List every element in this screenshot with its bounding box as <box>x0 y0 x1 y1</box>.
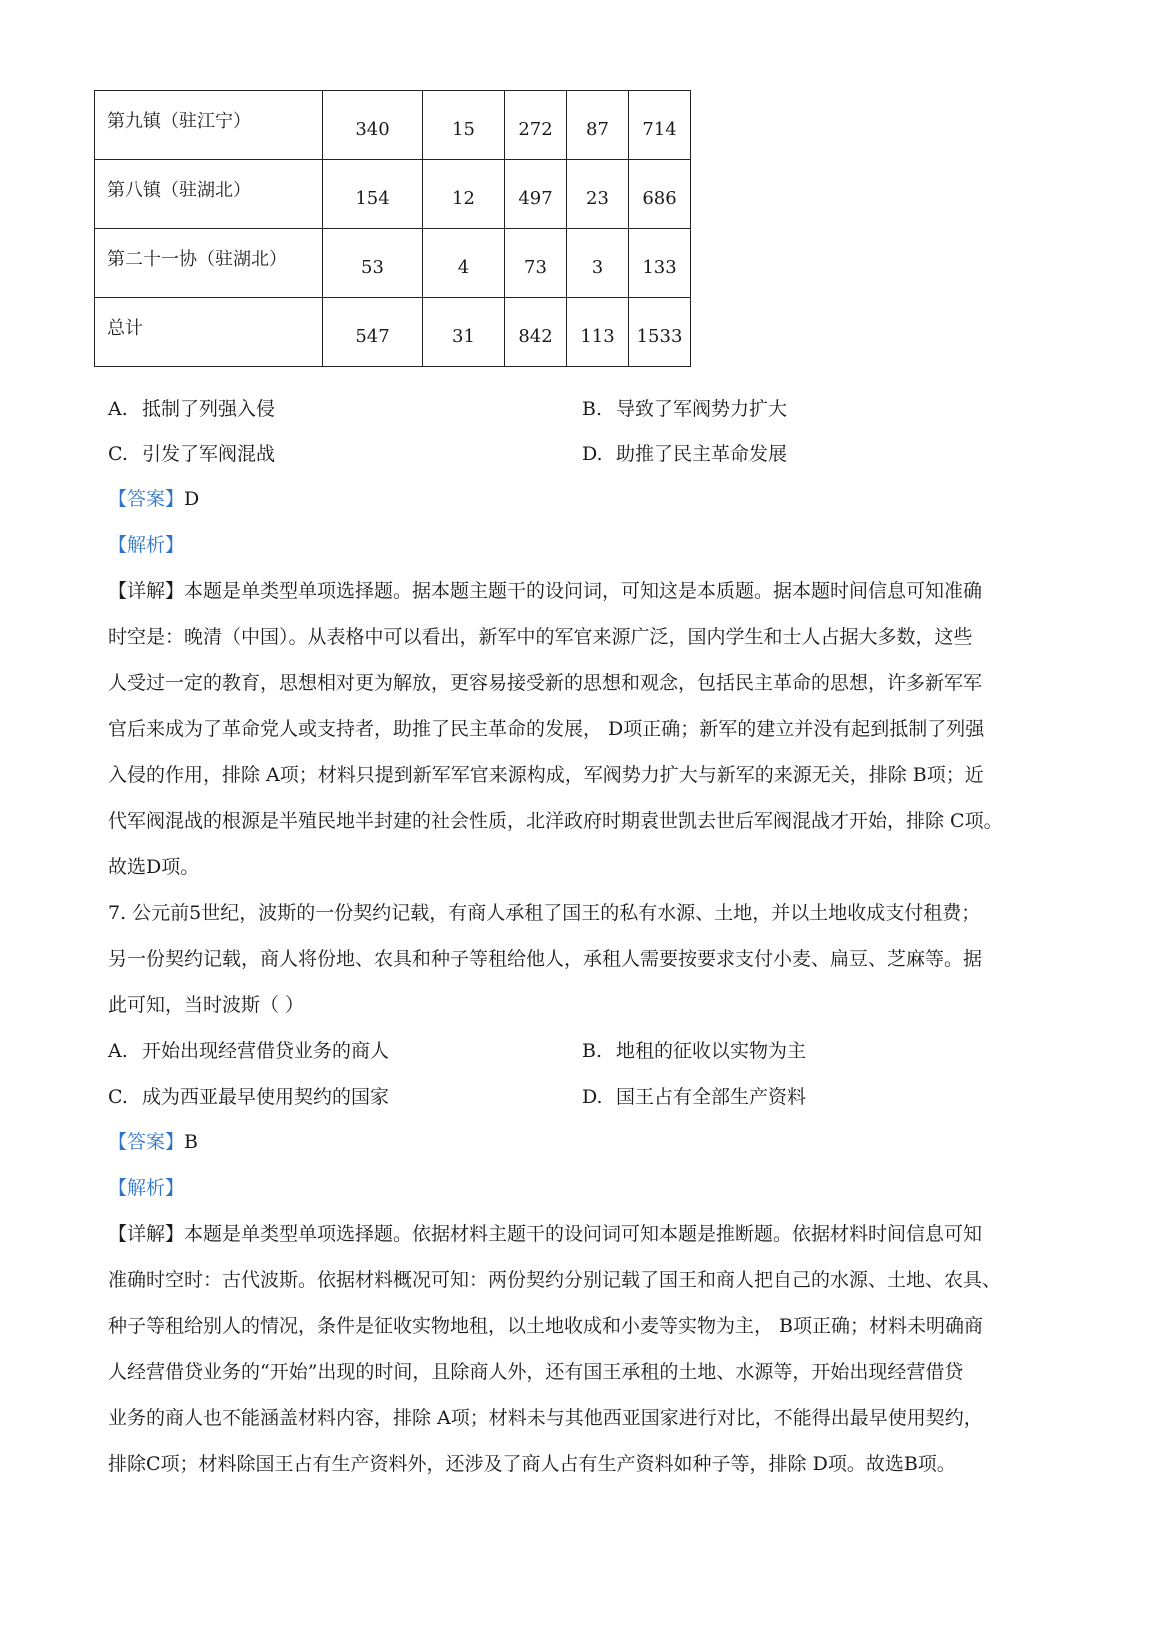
option-text: 国王占有全部生产资料 <box>616 1086 807 1108</box>
table-cell: 4 <box>423 229 505 298</box>
table-cell: 686 <box>629 160 691 229</box>
q7-option-b <box>582 1038 806 1064</box>
table-cell: 340 <box>323 91 423 160</box>
q6-option-d <box>582 441 787 467</box>
q7-detail-line: 人经营借贷业务的“开始”出现的时间，且除商人外，还有国王承租的土地、水源等，开始出现经营借贷 <box>108 1361 964 1383</box>
row-label: 第八镇（驻湖北） <box>95 160 323 229</box>
q6-detail-line: 故选D项。 <box>108 856 200 878</box>
q6-detail-line: 人受过一定的教育，思想相对更为解放，更容易接受新的思想和观念，包括民主革命的思想，许多新军军 <box>108 672 983 694</box>
table-row <box>95 91 691 160</box>
option-letter: A. <box>108 398 128 420</box>
q6-detail-line: 官后来成为了革命党人或支持者，助推了民主革命的发展， D项正确；新军的建立并没有起到抵制了列强 <box>108 718 985 740</box>
table-cell: 3 <box>567 229 629 298</box>
table-cell: 133 <box>629 229 691 298</box>
option-letter: D. <box>582 443 603 465</box>
option-text: 抵制了列强入侵 <box>142 398 276 420</box>
table-cell: 23 <box>567 160 629 229</box>
table-cell: 12 <box>423 160 505 229</box>
option-text: 开始出现经营借贷业务的商人 <box>142 1040 390 1062</box>
option-letter: D. <box>582 1086 603 1108</box>
q7-detail-line <box>108 1221 982 1247</box>
q7-stem-line: 此可知，当时波斯（ ） <box>108 994 305 1016</box>
table-cell: 842 <box>505 298 567 367</box>
option-letter: A. <box>108 1040 128 1062</box>
table-row-total <box>95 298 691 367</box>
answer-value: D <box>184 488 200 510</box>
q6-detail-line: 时空是：晚清（中国）。从表格中可以看出，新军中的军官来源广泛，国内学生和士人占据大多数，这些 <box>108 626 973 648</box>
q6-option-c <box>108 441 275 467</box>
q7-option-d <box>582 1084 806 1110</box>
q6-analysis-heading <box>108 532 184 558</box>
detail-tag: 【详解】 <box>108 580 185 602</box>
table-cell: 113 <box>567 298 629 367</box>
q7-answer <box>108 1129 198 1155</box>
row-label: 总计 <box>95 298 323 367</box>
q6-option-a <box>108 396 275 422</box>
detail-text: 本题是单类型单项选择题。据本题主题干的设问词，可知这是本质题。据本题时间信息可知准确 <box>184 580 983 602</box>
table-cell: 272 <box>505 91 567 160</box>
option-text: 引发了军阀混战 <box>142 443 276 465</box>
q7-stem-line: 另一份契约记载，商人将份地、农具和种子等租给他人，承租人需要按要求支付小麦、扁豆、芝麻等。据 <box>108 948 983 970</box>
table-cell: 31 <box>423 298 505 367</box>
analysis-tag: 【解析】 <box>108 1177 185 1199</box>
table-cell: 497 <box>505 160 567 229</box>
option-text: 成为西亚最早使用契约的国家 <box>142 1086 390 1108</box>
q6-answer <box>108 486 199 512</box>
option-text: 地租的征收以实物为主 <box>616 1040 807 1062</box>
q6-option-b <box>582 396 787 422</box>
row-label: 第二十一协（驻湖北） <box>95 229 323 298</box>
answer-tag: 【答案】 <box>108 488 185 510</box>
q7-detail-line: 准确时空时：古代波斯。依据材料概况可知：两份契约分别记载了国王和商人把自己的水源、土地、农具、 <box>108 1269 1002 1291</box>
option-letter: C. <box>108 1086 128 1108</box>
q6-detail-line <box>108 578 982 604</box>
table-cell: 1533 <box>629 298 691 367</box>
detail-text: 本题是单类型单项选择题。依据材料主题干的设问词可知本题是推断题。依据材料时间信息可知 <box>184 1223 983 1245</box>
table-cell: 154 <box>323 160 423 229</box>
table-cell: 53 <box>323 229 423 298</box>
answer-value: B <box>184 1131 198 1153</box>
row-label: 第九镇（驻江宁） <box>95 91 323 160</box>
table-row <box>95 160 691 229</box>
q7-analysis-heading <box>108 1175 184 1201</box>
table-cell: 714 <box>629 91 691 160</box>
analysis-tag: 【解析】 <box>108 534 185 556</box>
table-cell: 73 <box>505 229 567 298</box>
q7-option-c <box>108 1084 389 1110</box>
option-letter: C. <box>108 443 128 465</box>
q6-detail-line: 代军阀混战的根源是半殖民地半封建的社会性质，北洋政府时期袁世凯去世后军阀混战才开始，排除 C项。 <box>108 810 1003 832</box>
option-letter: B. <box>582 398 603 420</box>
q7-stem-line: 7. 公元前5世纪，波斯的一份契约记载，有商人承租了国王的私有水源、土地，并以土地收成支付租费； <box>108 902 981 924</box>
option-letter: B. <box>582 1040 603 1062</box>
q7-detail-line: 种子等租给别人的情况，条件是征收实物地租，以土地收成和小麦等实物为主， B项正确；材料未明确商 <box>108 1315 984 1337</box>
q7-option-a <box>108 1038 389 1064</box>
q7-detail-line: 业务的商人也不能涵盖材料内容，排除 A项；材料未与其他西亚国家进行对比，不能得出最早使用契约， <box>108 1407 983 1429</box>
officer-source-table <box>94 90 691 367</box>
table-cell: 15 <box>423 91 505 160</box>
detail-tag: 【详解】 <box>108 1223 185 1245</box>
table-row <box>95 229 691 298</box>
option-text: 导致了军阀势力扩大 <box>616 398 788 420</box>
q7-detail-line: 排除C项；材料除国王占有生产资料外，还涉及了商人占有生产资料如种子等，排除 D项。故选B项。 <box>108 1453 956 1475</box>
option-text: 助推了民主革命发展 <box>616 443 788 465</box>
table-cell: 547 <box>323 298 423 367</box>
q6-detail-line: 入侵的作用，排除 A项；材料只提到新军军官来源构成，军阀势力扩大与新军的来源无关，排除 B项；近 <box>108 764 984 786</box>
answer-tag: 【答案】 <box>108 1131 185 1153</box>
table-cell: 87 <box>567 91 629 160</box>
